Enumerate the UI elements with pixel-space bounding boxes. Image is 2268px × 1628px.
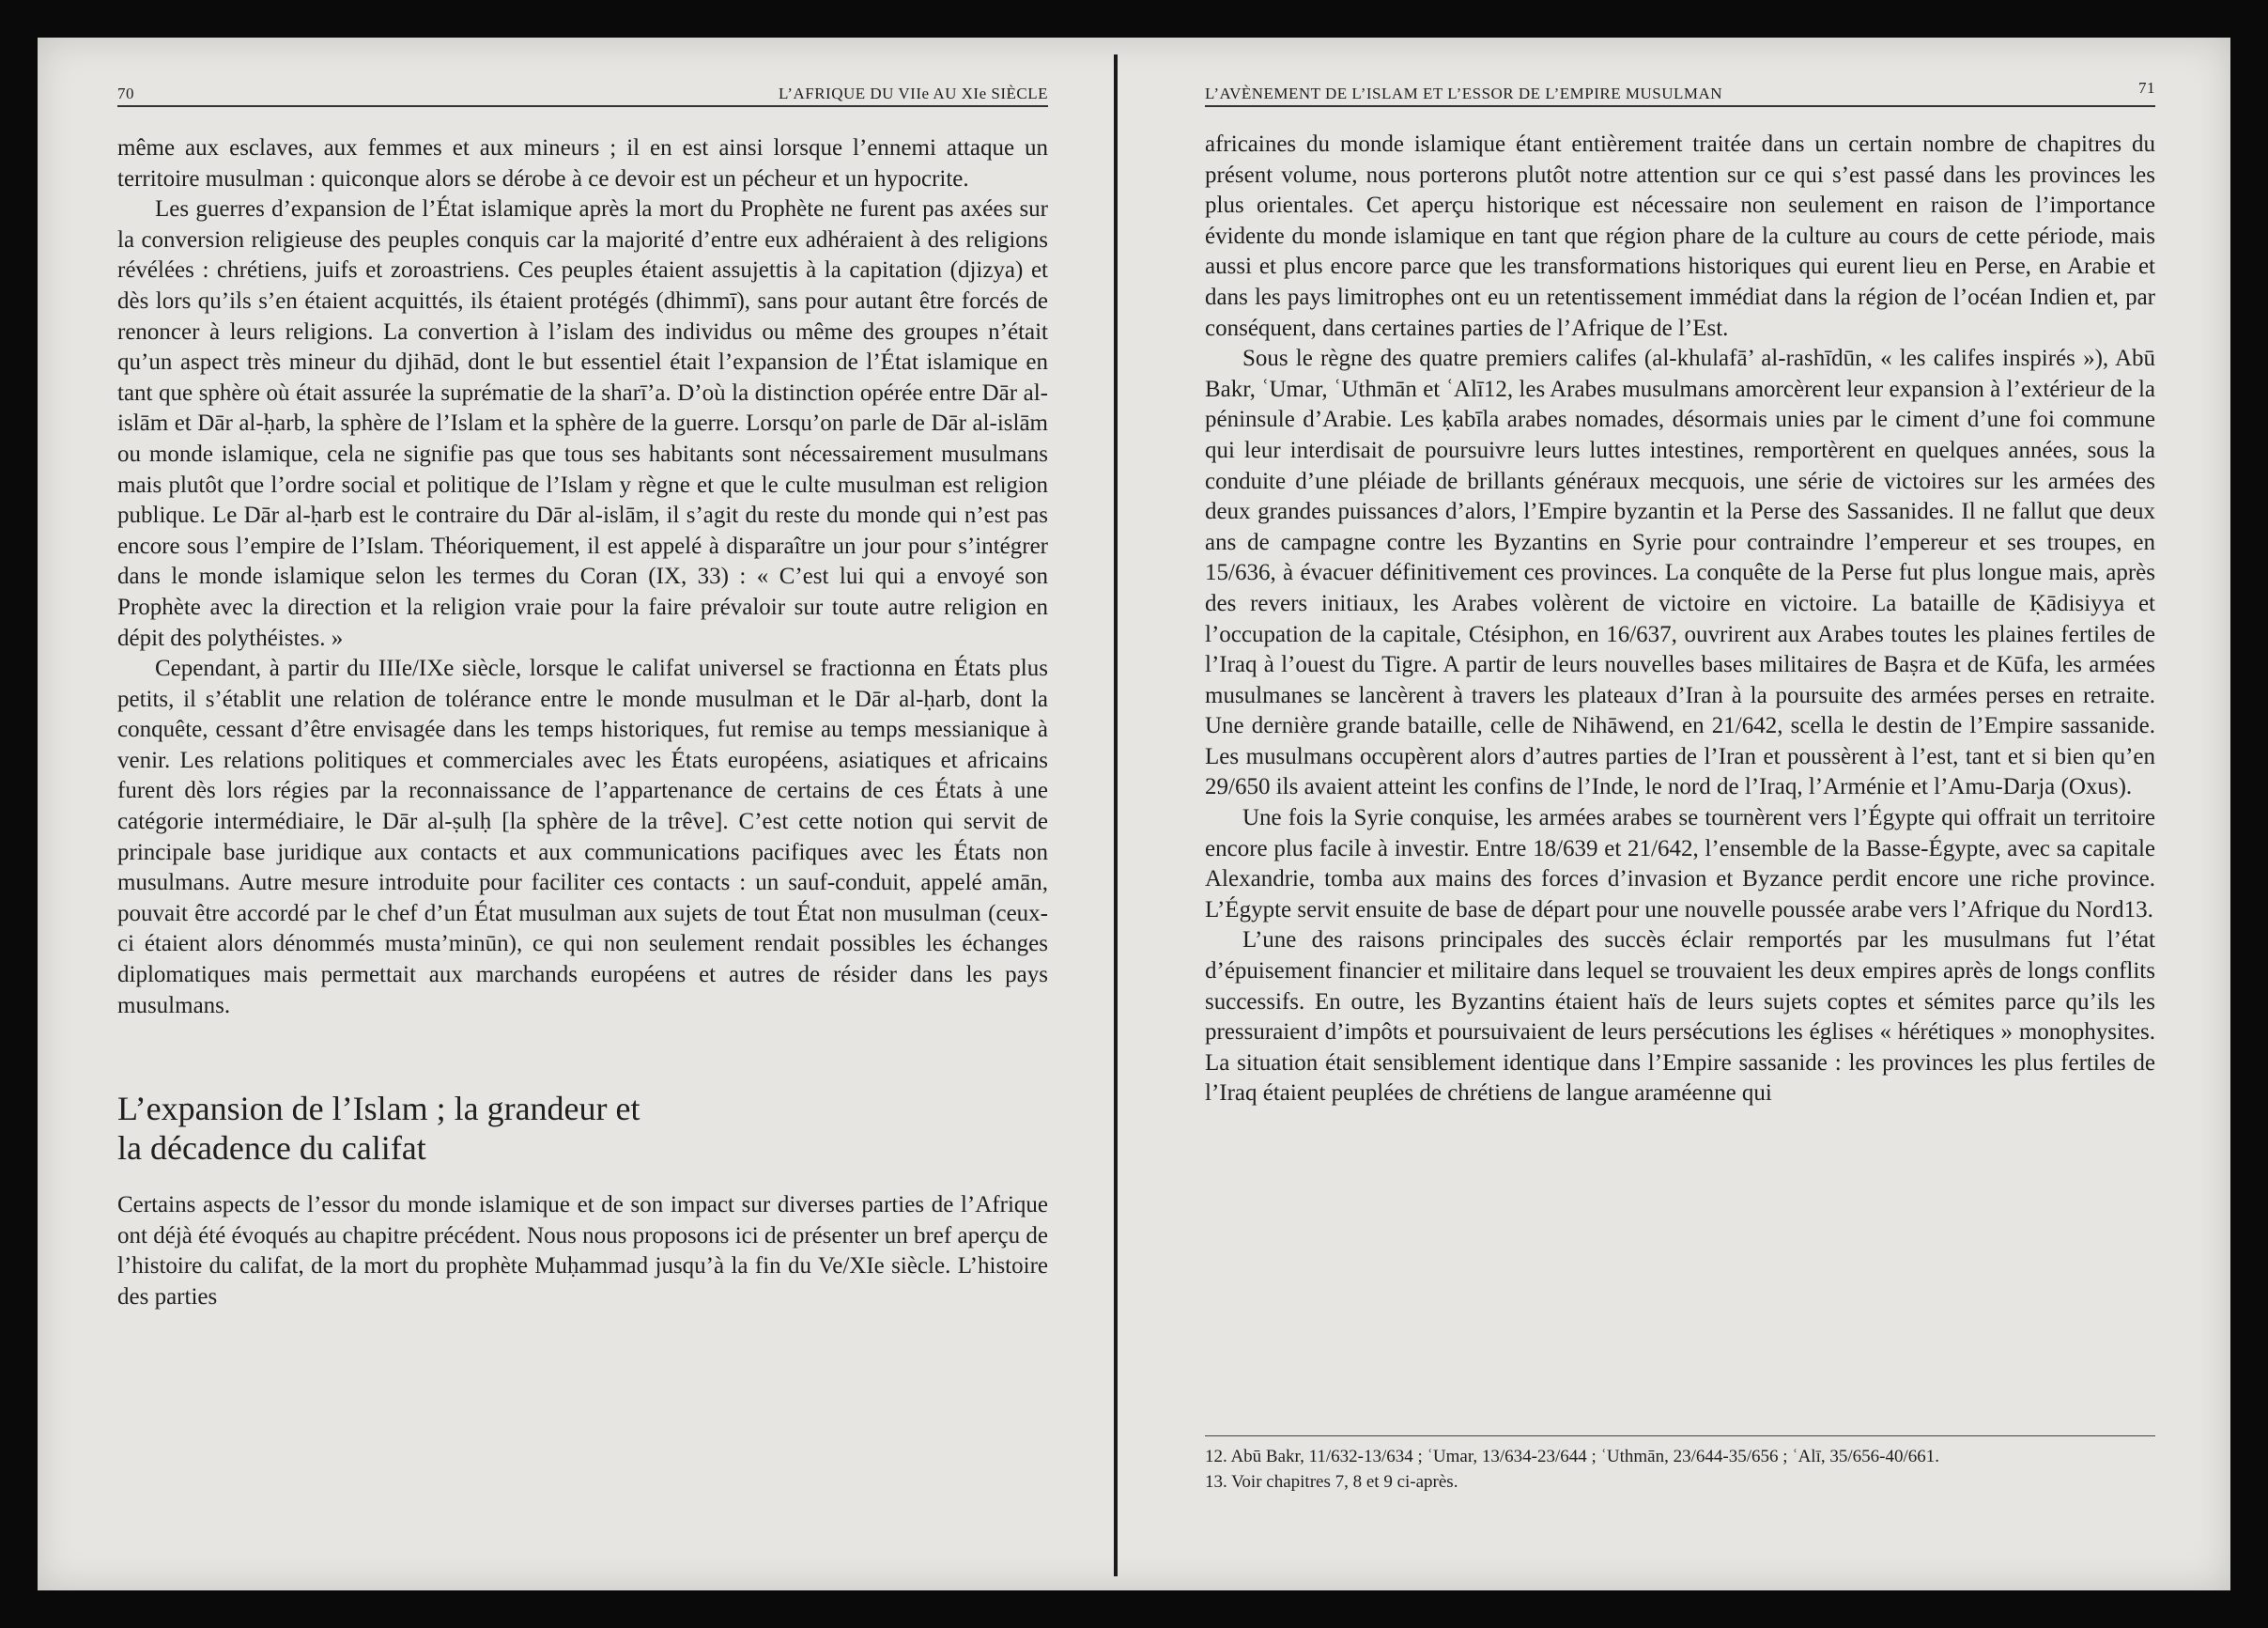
paragraph: Certains aspects de l’essor du monde islamique et de son impact sur diverses parties de l’Afrique ont déjà été évoqués au chapitre précédent. Nous nous proposons ici de présenter un bref aperçu de l’histoire du califat, de la mort du prophète Muḥammad jusqu’à la fin du Ve/XIe siècle. L’histoire des parties <box>117 1192 1048 1310</box>
left-page <box>38 38 1114 1590</box>
paragraph: L’une des raisons principales des succès éclair remportés par les musulmans fut l’état d’épuisement financier et militaire dans lequel se trouvaient les deux empires après de longs conflits successifs. En outre, les Byzantins étaient haïs de leurs sujets coptes et sémites parce qu’ils les pressuraient d’impôts et poursuivaient de leurs persécutions les églises « hérétiques » monophysites. La situation était sensiblement identique dans l’Empire sassanide : les provinces les plus fertiles de l’Iraq étaient peuplées de chrétiens de langue araméenne qui <box>1205 927 2155 1107</box>
section-heading-line-1: L’expansion de l’Islam ; la grandeur et <box>117 1090 640 1128</box>
section-heading-line-2: la décadence du califat <box>117 1129 426 1168</box>
paragraph: africaines du monde islamique étant entièrement traitée dans un certain nombre de chapitres du présent volume, nous porterons plutôt notre attention sur ce qui s’est passé dans les provinces les plus orientales. Cet aperçu historique est nécessaire non seulement en raison de l’importance évidente du monde islamique en tant que région phare de la culture au cours de cette période, mais aussi et plus encore parce que les transformations historiques qui eurent lieu en Perse, en Arabie et dans les pays limitrophes ont eu un retentissement immédiat dans la région de l’océan Indien et, par conséquent, dans certaines parties de l’Afrique de l’Est. <box>1205 132 2155 341</box>
book-spread <box>38 38 2230 1590</box>
left-page-number: 70 <box>117 85 134 102</box>
right-running-title: L’AVÈNEMENT DE L’ISLAM ET L’ESSOR DE L’EMPIRE MUSULMAN <box>1205 85 1723 102</box>
footnote: 12. Abū Bakr, 11/632-13/634 ; ʿUmar, 13/634-23/644 ; ʿUthmān, 23/644-35/656 ; ʿAlī, 35/656-40/661. <box>1205 1447 1939 1466</box>
right-page <box>1118 38 2230 1590</box>
right-page-number: 71 <box>2138 79 2155 97</box>
right-running-header <box>1205 79 2155 107</box>
left-running-header <box>117 83 1048 107</box>
footnote: 13. Voir chapitres 7, 8 et 9 ci-après. <box>1205 1472 1458 1492</box>
paragraph: même aux esclaves, aux femmes et aux mineurs ; il en est ainsi lorsque l’ennemi attaque un territoire musulman : quiconque alors se dérobe à ce devoir est un pécheur et un hypocrite. <box>117 135 1048 192</box>
footnotes <box>1205 1435 2155 1495</box>
paragraph: Sous le règne des quatre premiers califes (al-khulafā’ al-rashīdūn, « les califes inspirés »), Abū Bakr, ʿUmar, ʿUthmān et ʿAlī12, les Arabes musulmans amorcèrent leur expansion à l’extérieur de la péninsule d’Arabie. Les ḳabīla arabes nomades, désormais unies par le ciment d’une foi commune qui leur interdisait de poursuivre leurs luttes intestines, remportèrent en quelques années, sous la conduite d’une pléiade de brillants généraux mecquois, une série de victoires sur les armées des deux grandes puissances d’alors, l’Empire byzantin et la Perse des Sassanides. Il ne fallut que deux ans de campagne contre les Byzantins en Syrie pour contraindre l’empereur et ses troupes, en 15/636, à évacuer définitivement ces provinces. La conquête de la Perse fut plus longue mais, après des revers initiaux, les Arabes volèrent de victoire en victoire. La bataille de Ḳādisiyya et l’occupation de la capitale, Ctésiphon, en 16/637, ouvrirent aux Arabes toutes les plaines fertiles de l’Iraq à l’ouest du Tigre. A partir de leurs nouvelles bases militaires de Baṣra et de Kūfa, les armées musulmanes se lancèrent à travers les plateaux d’Iran à la poursuite des armées perses en retraite. Une dernière grande bataille, celle de Nihāwend, en 21/642, scella le destin de l’Empire sassanide. Les musulmans occupèrent alors d’autres parties de l’Iran et poussèrent à l’est, tant et si bien qu’en 29/650 ils avaient atteint les confins de l’Inde, le nord de l’Iraq, l’Arménie et l’Amu-Darja (Oxus). <box>1205 346 2155 800</box>
section-heading <box>117 1089 1048 1168</box>
paragraph: Cependant, à partir du IIIe/IXe siècle, lorsque le califat universel se fractionna en États plus petits, il s’établit une relation de tolérance entre le monde musulman et le Dār al-ḥarb, dont la conquête, cessant d’être envisagée dans les temps historiques, fut remise au temps messianique à venir. Les relations politiques et commerciales avec les États européens, asiatiques et africains furent dès lors régies par la reconnaissance de l’appartenance de certains de ces États à une catégorie intermédiaire, le Dār al-ṣulḥ [la sphère de la trêve]. C’est cette notion qui servit de principale base juridique aux contacts et aux communications pacifiques avec les États non musulmans. Autre mesure introduite pour faciliter ces contacts : un sauf-conduit, appelé amān, pouvait être accordé par le chef d’un État musulman aux sujets de tout État non musulman (ceux-ci étaient alors dénommés musta’minūn), ce qui non seulement rendait possibles les échanges diplomatiques mais permettait aux marchands européens et autres de résider dans les pays musulmans. <box>117 656 1048 1018</box>
left-body-text <box>117 133 1048 1313</box>
paragraph: Les guerres d’expansion de l’État islamique après la mort du Prophète ne furent pas axées sur la conversion religieuse des peuples conquis car la majorité d’entre eux adhéraient à des religions révélées : chrétiens, juifs et zoroastriens. Ces peuples étaient assujettis à la capitation (djizya) et dès lors qu’ils s’en étaient acquittés, ils étaient protégés (dhimmī), sans pour autant être forcés de renoncer à leurs religions. La convertion à l’islam des individus ou même des groupes n’était qu’un aspect très mineur du djihād, dont le but essentiel était l’expansion de l’État islamique en tant que sphère où était assurée la suprématie de la sharī’a. D’où la distinction opérée entre Dār al-islām et Dār al-ḥarb, la sphère de l’Islam et la sphère de la guerre. Lorsqu’on parle de Dār al-islām ou monde islamique, cela ne signifie pas que tous ses habitants sont nécessairement musulmans mais plutôt que l’ordre social et politique de l’Islam y règne et que le culte musulman est religion publique. Le Dār al-ḥarb est le contraire du Dār al-islām, il s’agit du reste du monde qui n’est pas encore sous l’empire de l’Islam. Théoriquement, il est appelé à disparaître un jour pour s’intégrer dans le monde islamique selon les termes du Coran (IX, 33) : « C’est lui qui a envoyé son Prophète avec la direction et la religion vraie pour la faire prévaloir sur toute autre religion en dépit des polythéistes. » <box>117 196 1048 651</box>
paragraph: Une fois la Syrie conquise, les armées arabes se tournèrent vers l’Égypte qui offrait un territoire encore plus facile à investir. Entre 18/639 et 21/642, l’ensemble de la Basse-Égypte, avec sa capitale Alexandrie, tomba aux mains des forces d’invasion et Byzance perdit encore une riche province. L’Égypte servit ensuite de base de départ pour une nouvelle poussée arabe vers l’Afrique du Nord13. <box>1205 805 2155 923</box>
right-body-text <box>1205 130 2155 1109</box>
left-running-title: L’AFRIQUE DU VIIe AU XIe SIÈCLE <box>778 85 1048 102</box>
